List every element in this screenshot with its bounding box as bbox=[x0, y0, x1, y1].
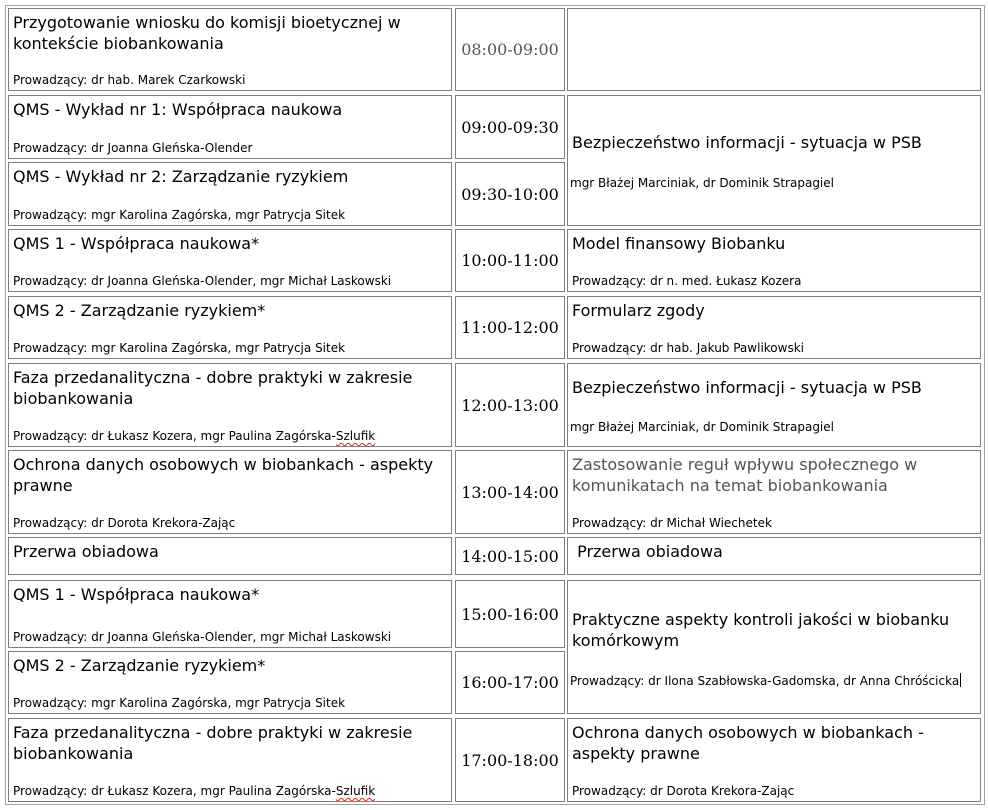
time-cell: 11:00-12:00 bbox=[455, 296, 565, 359]
break-cell-right bbox=[567, 537, 981, 575]
time-cell: 13:00-14:00 bbox=[455, 450, 565, 534]
session-title: Faza przedanalityczna - dobre praktyki w zakresie biobankowania bbox=[13, 368, 413, 408]
session-lead: Prowadzący: dr Joanna Gleńska-Olender, mgr Michał Laskowski bbox=[13, 274, 392, 288]
session-cell-right bbox=[567, 229, 981, 292]
session-title: Bezpieczeństwo informacji - sytuacja w PSB bbox=[572, 133, 922, 152]
session-cell-left bbox=[8, 651, 452, 714]
time-cell: 17:00-18:00 bbox=[455, 718, 565, 802]
session-title: QMS 1 - Współpraca naukowa* bbox=[13, 234, 260, 253]
session-cell-left bbox=[8, 229, 452, 292]
session-cell-right bbox=[567, 296, 981, 359]
time-cell: 09:00-09:30 bbox=[455, 95, 565, 159]
session-cell-right bbox=[567, 718, 981, 802]
session-cell-left bbox=[8, 718, 452, 802]
session-lead: Prowadzący: mgr Karolina Zagórska, mgr Patrycja Sitek bbox=[13, 696, 346, 710]
session-lead: Prowadzący: dr Dorota Krekora-Zając bbox=[572, 784, 795, 798]
session-lead: Prowadzący: mgr Karolina Zagórska, mgr Patrycja Sitek bbox=[13, 341, 346, 355]
lead-text-misspelled: Szlufik bbox=[335, 429, 376, 443]
session-cell-right bbox=[567, 450, 981, 534]
session-cell-right bbox=[567, 363, 981, 447]
time-cell: 09:30-10:00 bbox=[455, 162, 565, 226]
session-title: Formularz zgody bbox=[572, 301, 705, 320]
session-cell-right bbox=[567, 580, 981, 714]
session-lead: Prowadzący: dr hab. Jakub Pawlikowski bbox=[572, 341, 804, 355]
session-lead: mgr Błażej Marciniak, dr Dominik Strapagiel bbox=[570, 176, 834, 190]
session-title: Przygotowanie wniosku do komisji bioetycznej w kontekście biobankowania bbox=[13, 13, 401, 53]
session-lead bbox=[13, 429, 447, 444]
lead-text: Prowadzący: dr Ilona Szabłowska-Gadomska, dr Anna Chróścicka bbox=[570, 674, 960, 688]
time-cell: 14:00-15:00 bbox=[455, 537, 565, 575]
session-lead: Prowadzący: dr Michał Wiechetek bbox=[572, 516, 772, 530]
session-cell-left bbox=[8, 580, 452, 648]
time-cell: 15:00-16:00 bbox=[455, 580, 565, 648]
lead-text: Prowadzący: dr Łukasz Kozera, mgr Paulina Zagórska- bbox=[13, 429, 336, 443]
session-cell-left bbox=[8, 450, 452, 534]
break-title: Przerwa obiadowa bbox=[572, 542, 723, 561]
session-cell-left bbox=[8, 8, 452, 91]
session-title: Model finansowy Biobanku bbox=[572, 234, 786, 253]
session-title: Faza przedanalityczna - dobre praktyki w zakresie biobankowania bbox=[13, 723, 413, 763]
session-title: Bezpieczeństwo informacji - sytuacja w PSB bbox=[572, 378, 922, 397]
session-cell-left bbox=[8, 162, 452, 226]
session-title: QMS 2 - Zarządzanie ryzykiem* bbox=[13, 301, 266, 320]
break-cell-left bbox=[8, 537, 452, 575]
session-cell-left bbox=[8, 296, 452, 359]
session-title: Zastosowanie reguł wpływu społecznego w komunikatach na temat biobankowania bbox=[572, 455, 918, 495]
session-lead: Prowadzący: mgr Karolina Zagórska, mgr Patrycja Sitek bbox=[13, 208, 346, 222]
text-caret bbox=[960, 673, 961, 687]
time-cell: 12:00-13:00 bbox=[455, 363, 565, 447]
session-cell-left bbox=[8, 363, 452, 447]
break-title: Przerwa obiadowa bbox=[13, 542, 159, 561]
session-title: QMS 2 - Zarządzanie ryzykiem* bbox=[13, 656, 266, 675]
session-lead: Prowadzący: dr Joanna Gleńska-Olender bbox=[13, 141, 253, 155]
session-lead bbox=[570, 673, 961, 689]
lead-text-misspelled: Szlufik bbox=[335, 784, 376, 798]
session-title: Ochrona danych osobowych w biobankach - aspekty prawne bbox=[13, 455, 434, 495]
session-cell-right bbox=[567, 95, 981, 226]
session-title: QMS 1 - Współpraca naukowa* bbox=[13, 585, 260, 604]
session-lead: mgr Błażej Marciniak, dr Dominik Strapagiel bbox=[570, 420, 834, 434]
session-lead bbox=[13, 784, 447, 799]
session-lead: Prowadzący: dr Dorota Krekora-Zając bbox=[13, 516, 236, 530]
session-title: Ochrona danych osobowych w biobankach - aspekty prawne bbox=[572, 723, 924, 763]
session-title: Praktyczne aspekty kontroli jakości w biobanku komórkowym bbox=[572, 610, 950, 650]
session-lead: Prowadzący: dr hab. Marek Czarkowski bbox=[13, 73, 246, 87]
session-lead: Prowadzący: dr n. med. Łukasz Kozera bbox=[572, 274, 802, 288]
session-title: QMS - Wykład nr 1: Współpraca naukowa bbox=[13, 100, 343, 119]
session-cell-right-empty bbox=[567, 8, 981, 91]
session-cell-left bbox=[8, 95, 452, 159]
session-lead: Prowadzący: dr Joanna Gleńska-Olender, mgr Michał Laskowski bbox=[13, 630, 392, 644]
time-cell: 08:00-09:00 bbox=[455, 8, 565, 91]
time-cell: 10:00-11:00 bbox=[455, 229, 565, 292]
lead-text: Prowadzący: dr Łukasz Kozera, mgr Paulina Zagórska- bbox=[13, 784, 336, 798]
time-cell: 16:00-17:00 bbox=[455, 651, 565, 714]
session-title: QMS - Wykład nr 2: Zarządzanie ryzykiem bbox=[13, 167, 349, 186]
